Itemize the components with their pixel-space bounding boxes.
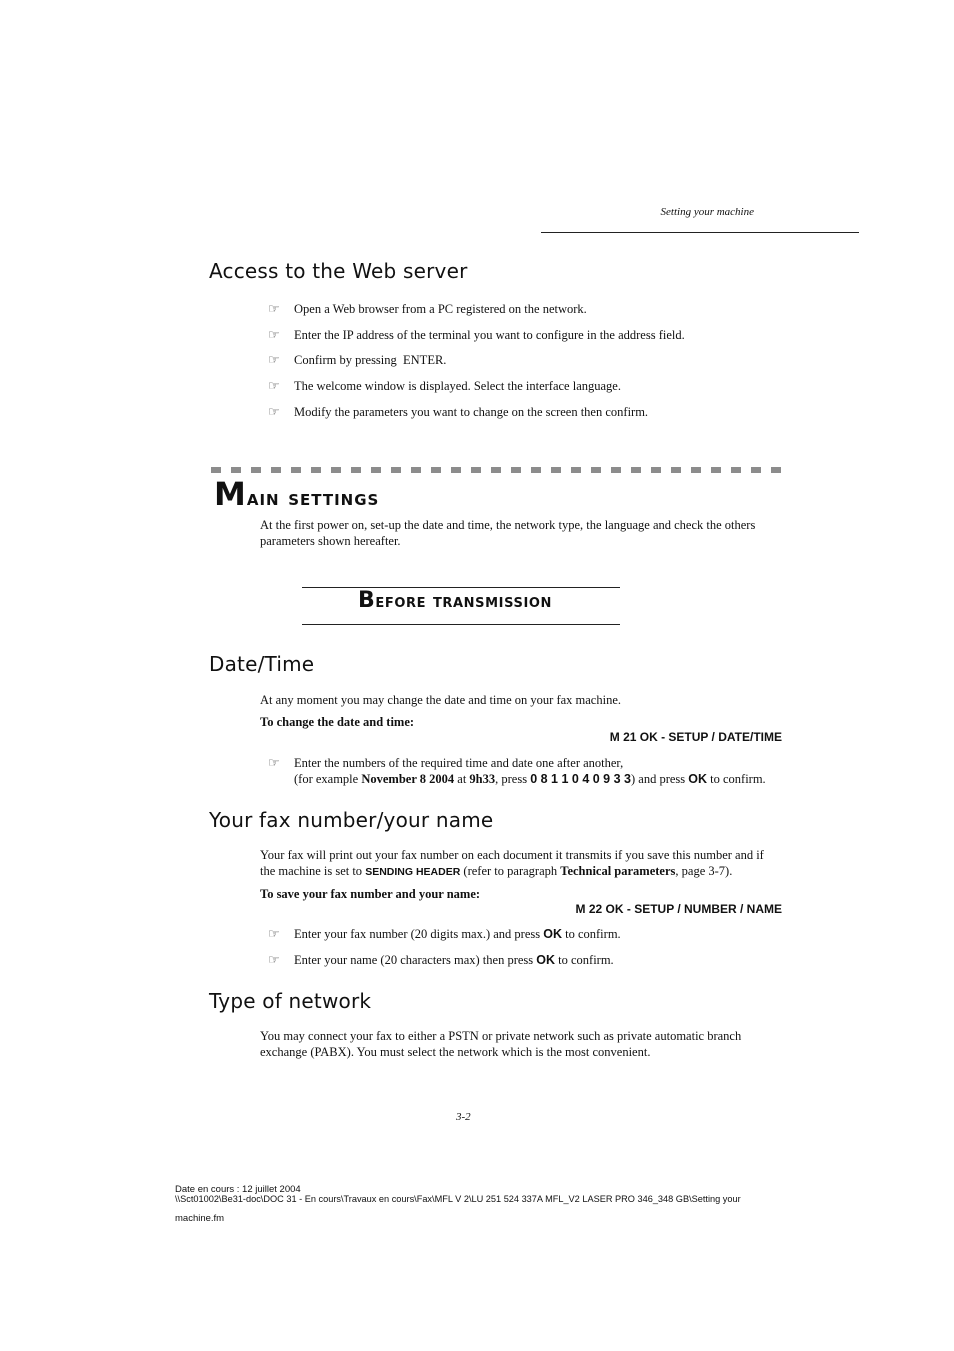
sending-header-setting: SENDING HEADER bbox=[365, 866, 461, 878]
list-item-text: The welcome window is displayed. Select the interface language. bbox=[294, 379, 621, 393]
text-run: to confirm. bbox=[555, 953, 614, 967]
network-text-line: exchange (PABX). You must select the network which is the most convenient. bbox=[260, 1045, 651, 1059]
list-item-text: Modify the parameters you want to change on the screen then confirm. bbox=[294, 405, 649, 419]
pointing-hand-icon: ☞ bbox=[268, 926, 280, 941]
subchapter-title-rest: efore transmission bbox=[375, 591, 553, 612]
text-run: (refer to paragraph bbox=[460, 864, 561, 878]
text-run: at bbox=[454, 772, 470, 786]
text-run: (for example bbox=[294, 772, 362, 786]
menu-path: M 21 OK - SETUP / DATE/TIME bbox=[609, 730, 782, 744]
pointing-hand-icon: ☞ bbox=[268, 952, 280, 967]
list-item bbox=[268, 926, 621, 942]
text-run: Enter your fax number (20 digits max.) and press bbox=[294, 927, 544, 941]
footer-date: Date en cours : 12 juillet 2004 bbox=[175, 1184, 301, 1195]
section-heading-date-time: Date/Time bbox=[209, 652, 315, 676]
list-item bbox=[268, 755, 623, 771]
example-keys: 0 8 1 1 0 4 0 9 3 3 bbox=[530, 772, 631, 786]
list-item-text: Enter the numbers of the required time and date one after another, bbox=[294, 756, 624, 770]
chapter-title-initial: M bbox=[214, 475, 247, 513]
text-run: , press bbox=[495, 772, 531, 786]
page-number: 3-2 bbox=[456, 1111, 471, 1123]
subchapter-title-initial: B bbox=[358, 588, 376, 613]
example-date: November 8 2004 bbox=[361, 772, 455, 786]
header-rule bbox=[541, 232, 859, 233]
section-heading-web-server: Access to the Web server bbox=[209, 259, 468, 283]
footer-path: \\Sct01002\Be31-doc\DOC 31 - En cours\Travaux en cours\Fax\MFL V 2\LU 251 524 337A MFL_V2 LASER PRO 346_348 GB\Setting your bbox=[175, 1194, 741, 1204]
chapter-title bbox=[214, 475, 379, 513]
chapter-title-rest: ain settings bbox=[246, 486, 380, 511]
pointing-hand-icon: ☞ bbox=[268, 327, 280, 342]
chapter-intro-line: parameters shown hereafter. bbox=[260, 534, 401, 548]
pointing-hand-icon: ☞ bbox=[268, 755, 280, 770]
list-item bbox=[268, 301, 587, 317]
pointing-hand-icon: ☞ bbox=[268, 352, 280, 367]
network-text-line: You may connect your fax to either a PSTN or private network such as private automatic branch bbox=[260, 1029, 742, 1043]
text-run: , page 3-7). bbox=[675, 864, 733, 878]
fax-number-intro-line bbox=[260, 863, 732, 880]
chapter-divider bbox=[211, 467, 783, 473]
ok-key: OK bbox=[536, 953, 556, 967]
running-header: Setting your machine bbox=[660, 206, 754, 218]
list-item-text: Open a Web browser from a PC registered on the network. bbox=[294, 302, 587, 316]
example-time: 9h33 bbox=[469, 772, 496, 786]
list-item bbox=[268, 327, 685, 343]
text-run: to confirm. bbox=[707, 772, 766, 786]
list-item bbox=[268, 352, 446, 368]
fax-number-subheading: To save your fax number and your name: bbox=[260, 887, 481, 901]
date-time-intro: At any moment you may change the date and time on your fax machine. bbox=[260, 693, 621, 707]
section-heading-network: Type of network bbox=[209, 989, 372, 1013]
menu-path: M 22 OK - SETUP / NUMBER / NAME bbox=[575, 902, 782, 916]
list-item bbox=[268, 952, 614, 968]
ok-key: OK bbox=[543, 927, 562, 941]
list-item bbox=[268, 378, 621, 394]
text-run: Enter your name (20 characters max) then press bbox=[294, 953, 537, 967]
pointing-hand-icon: ☞ bbox=[268, 378, 280, 393]
list-item-text: Confirm by pressing ENTER. bbox=[294, 353, 447, 367]
ok-key: OK bbox=[688, 772, 708, 786]
text-run: to confirm. bbox=[562, 927, 621, 941]
cross-reference: Technical parameters bbox=[560, 864, 676, 878]
list-item bbox=[268, 404, 648, 420]
text-run: ) and press bbox=[630, 772, 689, 786]
example-line bbox=[294, 772, 766, 787]
fax-number-intro-line: Your fax will print out your fax number on each document it transmits if you save this number and if bbox=[260, 848, 764, 862]
footer-filename: machine.fm bbox=[175, 1213, 225, 1224]
list-item-text: Enter the IP address of the terminal you want to configure in the address field. bbox=[294, 328, 685, 342]
chapter-intro-line: At the first power on, set-up the date and time, the network type, the language and check the others bbox=[260, 518, 756, 532]
pointing-hand-icon: ☞ bbox=[268, 404, 280, 419]
section-heading-fax-number: Your fax number/your name bbox=[209, 808, 494, 832]
date-time-subheading: To change the date and time: bbox=[260, 715, 415, 729]
subchapter-title bbox=[358, 588, 552, 613]
text-run: the machine is set to bbox=[260, 864, 366, 878]
pointing-hand-icon: ☞ bbox=[268, 301, 280, 316]
